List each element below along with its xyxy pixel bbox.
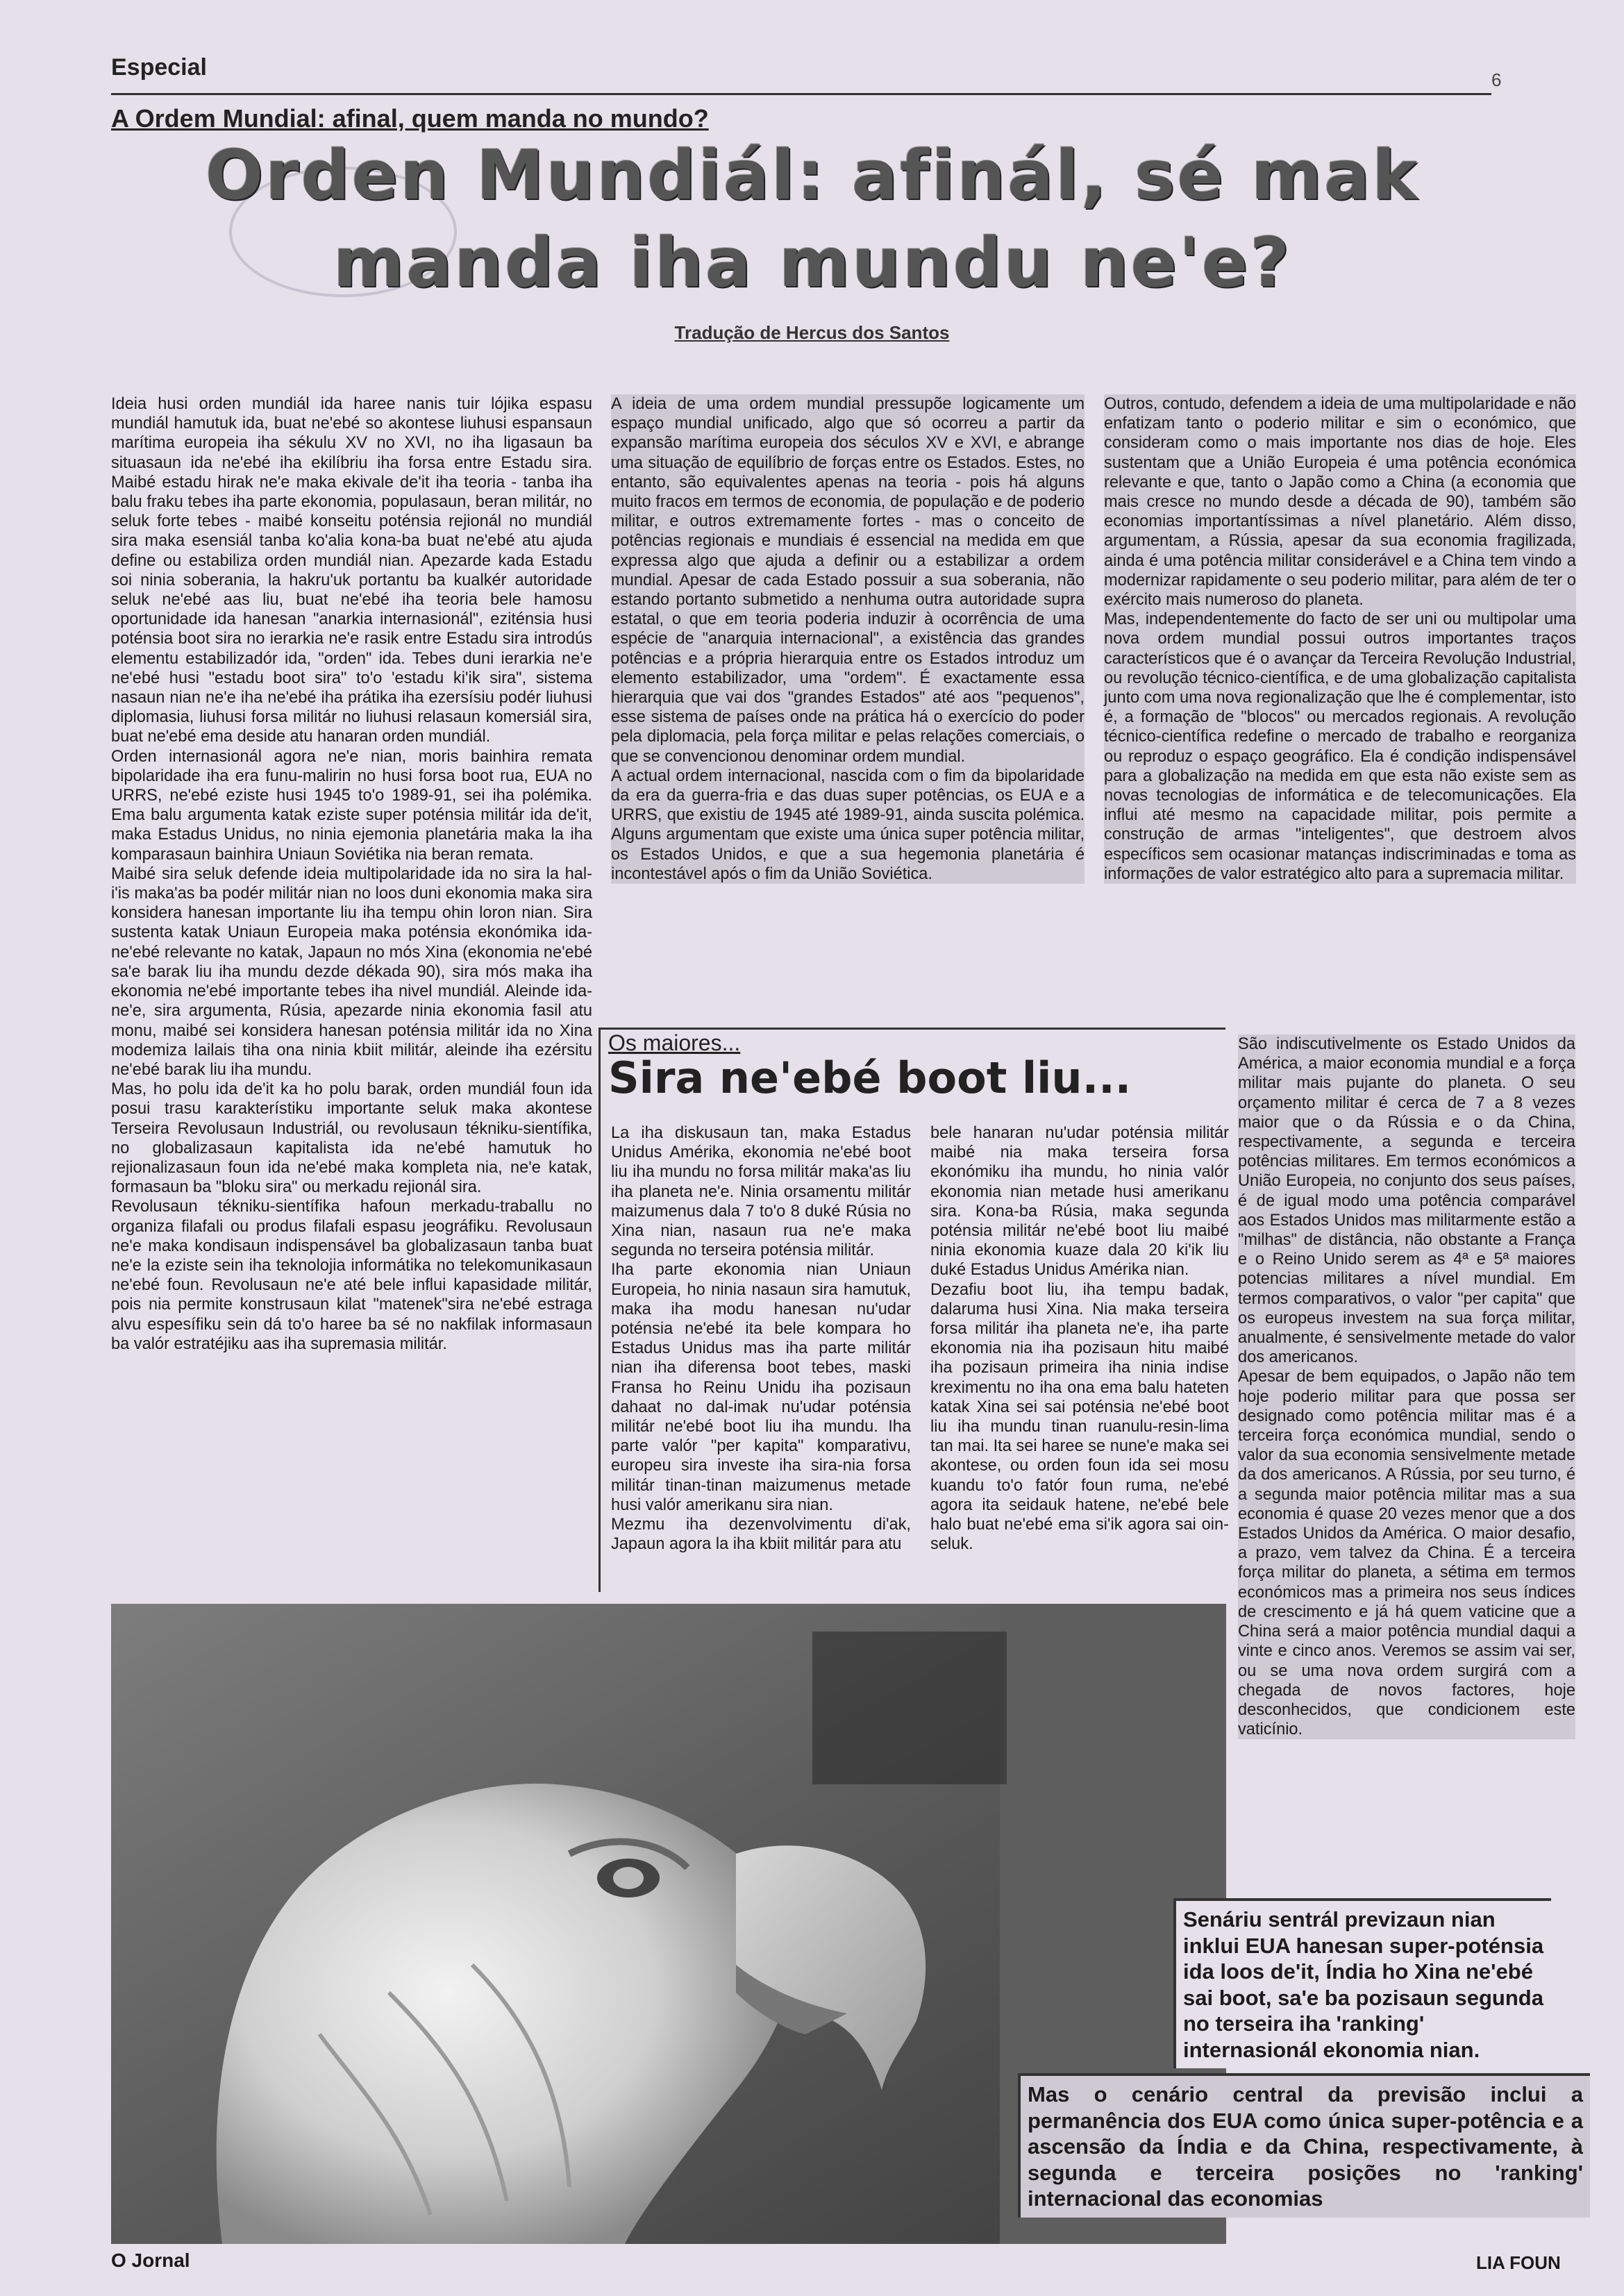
paragraph: Apesar de bem equipados, o Japão não tem hoje poderio militar para que possa ser designado como potência militar mas é a terceira força económica mundial, sendo o valor da sua economia sensivelmente metade da dos americanos. A Rússia, por seu turno, é a segunda maior potência militar mas a sua economia é quase 20 vezes menor que a dos Estados Unidos da América. O maior desafio, a prazo, vem talvez da China. É a terceira força militar do planeta, a sétima em termos económicos mas a primeira nos seus índices de crescimento e já há quem vaticine que a China será a maior potência mundial daqui a vinte e cinco anos. Veremos se assim vai ser, ou se uma nova ordem surgirá com a chegada de novos factores, hoje desconhecidos, que condicionem este vaticínio.: [1238, 1368, 1575, 1739]
footer-section: LIA FOUN: [1476, 2252, 1561, 2273]
page-number: 6: [1491, 69, 1502, 90]
headline: [139, 132, 1486, 307]
portuguese-column-2: [1104, 394, 1576, 884]
paragraph: Orden internasionál agora ne'e nian, moris bainhira remata bipolaridade iha era funu-malirin no husi forsa boot rua, EUA no URRS, ne'ebé eziste husi 1945 to'o 1989-91, sei iha polémika. Ema balu argumenta katak eziste super poténsia militár ida de'it, maka Estadus Unidus, no ninia ejemonia planetária maka la iha komparasaun bainhira Uniaun Soviétika nia beran remata.: [111, 747, 592, 864]
paragraph: La iha diskusaun tan, maka Estadus Unidus Amérika, ekonomia ne'ebé boot liu iha mundu no forsa militár maka'as liu iha planeta ne'e. Ninia orsamentu militár maizumenus dala 7 to'o 8 duké Rúsia no Xina nian, nasaun rua ne'e maka segunda no terseira poténsia militár.: [611, 1124, 911, 1260]
sidebar-kicker: Os maiores...: [608, 1030, 741, 1055]
paragraph: Ideia husi orden mundiál ida haree nanis tuir lójika espasu mundiál hamutuk ida, buat ne'ebé so akontese liuhusi espansaun marítima europeia iha sékulu XV no XVI, no iha ligasaun ba situasaun ida ne'ebé iha ekilíbriu iha forsa entre Estadu sira. Maibé estadu hirak ne'e maka ekivale de'it iha teoria - tanba iha balu fraku tebes iha parte ekonomia, populasaun, beran militár, no seluk forte tebes - maibé konseitu poténsia rejionál no mundiál sira maka esensiál tanba ko'alia kona-ba buat ne'ebé atu ajuda define ou estabiliza orden mundiál nian. Apezarde kada Estadu soi ninia soberania, la hakru'uk portantu ba kualkér autoridade seluk ne'ebé aas liu, buat ne'ebé iha teoria bele hamosu oportunidade ida hanesan "anarkia internasionál", eziténsia husi poténsia boot sira no ierarkia ne'e rasik entre Estadu sira introdús elementu estabilizadór ida, "orden" ida. Tebes duni ierarkia ne'e ne'ebé husi "estadu boot sira" to'o 'estadu ki'ik sira", sistema nasaun nian ne'e iha ne'ebé iha prátika iha ezersísiu podér liuhusi diplomasia, liuhusi forsa militár no liuhusi relasaun komersiál sira, buat ne'ebé ema deside atu hanaran orden mundiál.: [111, 395, 592, 746]
headline-line-1: Orden Mundiál: afinál, sé mak: [205, 136, 1420, 215]
article-kicker: A Ordem Mundial: afinal, quem manda no mundo?: [111, 104, 709, 133]
headline-line-2: manda iha mundu ne'e?: [333, 224, 1292, 303]
paragraph: Outros, contudo, defendem a ideia de uma multipolaridade e não enfatizam tanto o poderio militar e sim o económico, que consideram como o mais importante nos dias de hoje. Eles sustentam que a União Europeia é uma potência económica relevante e que, tanto o Japão como a China (a economia que mais cresce no mundo desde a década de 90), também são economias importantíssimas a nível planetário. Além disso, argumentam, a Rússia, apesar da sua economia fragilizada, ainda é uma potência militar considerável e a China tem vindo a modernizar rapidamente o seu poderio militar, para além de ter o exército mais numeroso do planeta.: [1104, 395, 1576, 610]
paragraph: Revolusaun tékniku-sientífika hafoun merkadu-traballu no organiza filafali ou produs filafali espasu jeográfiku. Revolusaun ne'e maka kondisaun indispensável ba globalizasaun tanba buat ne'e la eziste sein iha teknolojia informátika no telekomunikasaun ne'ebé foun. Revolusaun ne'e até bele influi kapasidade militár, pois nia permite konstrusaun kilat "matenek"sira ne'ebé estraga alvu espesífiku sein dá to'o haree ba sé no nakfilak informasaun ba valór estratéjiku aas iha supremasia militár.: [111, 1198, 592, 1353]
section-label: Especial: [111, 54, 207, 81]
paragraph: bele hanaran nu'udar poténsia militár maibé nia maka terseira forsa ekonómiku iha mundu, ho ninia valór ekonomia nian metade husi amerikanu sira. Kona-ba Rúsia, maka segunda poténsia militár ne'ebé boot liu maibé ninia ekonomia kuaze dala 20 ki'ik liu duké Estadus Unidus Amérika nian.: [930, 1124, 1229, 1280]
paragraph: São indiscutivelmente os Estado Unidos da América, a maior economia mundial e a força militar mais pujante do planeta. O seu orçamento militar é cerca de 7 a 8 vezes maior que o da Rússia e o da China, respectivamente, a segunda e terceira potências militares. Em termos económicos a União Europeia, no conjunto dos seus países, é de igual modo uma potência comparável aos Estados Unidos mas militarmente estão a "milhas" de distância, não obstante a França e o Reino Unido serem as 4ª e 5ª maiores potencias militares a nível mundial. Em termos comparativos, o valor "per capita" que os europeus investem na sua força militar, anualmente, é sensivelmente metade do valor dos americanos.: [1238, 1035, 1575, 1367]
paragraph: A actual ordem internacional, nascida com o fim da bipolaridade da era da guerra-fria e das duas super potências, os EUA e a URRS, que existiu de 1945 até 1989-91, ainda suscita polémica. Alguns argumentam que existe uma única super potência militar, os Estados Unidos, e que a sua hegemonia planetária é incontestável após o fim da União Soviética.: [611, 766, 1085, 883]
sidebar-headline: Sira ne'ebé boot liu...: [608, 1053, 1132, 1103]
paragraph: Mezmu iha dezenvolvimentu di'ak, Japaun agora la iha kbiit militár para atu: [611, 1516, 911, 1554]
byline: Tradução de Hercus dos Santos: [674, 322, 950, 343]
tetum-column-1: [111, 394, 592, 1354]
pull-quote-tetum: Senáriu sentrál previzaun nian inklui EUA hanesan super-poténsia ida loos de'it, Índia ho Xina ne'ebé sai boot, sa'e ba pozisaun segunda no terseira iha 'ranking' internasionál ekonomia nian.: [1173, 1898, 1551, 2068]
footer-publication: O Jornal: [111, 2249, 190, 2271]
paragraph: A ideia de uma ordem mundial pressupõe logicamente um espaço mundial unificado, algo que só ocorreu a partir da expansão marítima europeia dos séculos XV e XVI, e abrange uma situação de equilíbrio de forças entre os Estados. Estes, no entanto, são equivalentes apenas na teoria - pois há alguns muito fracos em termos de economia, de população e de poderio militar, e outros extremamente fortes - mas o conceito de potências regionais e mundiais é essencial na medida em que expressa algo que ajuda a definir ou a estabilizar a ordem mundial. Apesar de cada Estado possuir a sua soberania, não estando portanto submetido a nenhuma outra autoridade supra estatal, o que em teoria poderia induzir à ocorrência de uma espécie de "anarquia internacional", a existência das grandes potências e a própria hierarquia entre os Estados introduz um elemento estabilizador, uma "ordem". É exactamente essa hierarquia que vai dos "grandes Estados" até aos "pequenos", esse sistema de países onde na prática há o exercício do poder pela diplomacia, pela força militar e pelas relações comerciais, o que se convencionou denominar ordem mundial.: [611, 395, 1085, 766]
paragraph: Maibé sira seluk defende ideia multipolaridade ida no sira la hal-i'is maka'as ba podér militár nian no loos duni ekonomia maka sira konsidera hanesan importante liu iha tempu ohin loron nian. Sira sustenta katak Uniaun Europeia maka poténsia ekonómika ida-ne'ebé relevante no katak, Japaun no mós Xina (ekonomia ne'ebé sa'e barak liu iha mundu dezde dékada 90), sira mós maka iha ekonomia ne'ebé importante tebes iha nivel mundiál. Aleinde ida-ne'e, sira argumenta, Rúsia, apezarde ninia ekonomia fasil atu monu, maibé sei konsidera hanesan poténsia militár ida no Xina modemiza lailais tiha ona ninia kbiit militár, aleinde iha ezérsitu ne'ebé barak liu iha mundu.: [111, 864, 592, 1079]
paragraph: Dezafiu boot liu, iha tempu badak, dalaruma husi Xina. Nia maka terseira forsa militár iha planeta ne'e, iha parte ekonomia nia iha pozisaun hitu maibé iha pozisaun primeira iha ninia indise kreximentu no iha ona ema balu hateten katak Xina sei sai poténsia ne'ebé boot liu iha mundu tinan ruanulu-resin-lima tan mai. Ita sei haree se nune'e maka sei akontese, ou orden foun ida sei mosu kuandu to'o fatór foun ruma, ne'ebé agora ita seidauk hatene, ne'ebé bele halo buat ne'ebé ema si'ik agora sai oin-seluk.: [930, 1280, 1229, 1554]
header-rule: [111, 93, 1491, 95]
portuguese-column-1: [611, 394, 1085, 884]
paragraph: Mas, independentemente do facto de ser uni ou multipolar uma nova ordem mundial possui outros importantes traços característicos que é o avançar da Terceira Revolução Industrial, ou revolução técnico-científica, e de uma globalização capitalista junto com uma nova regionalização que lhe é complementar, isto é, a formação de "blocos" ou mercados regionais. A revolução técnico-científica redefine o mercado de trabalho e reorganiza ou reproduz o espaço geográfico. Ela é condição indispensável para a globalização na medida em que esta não existe sem as novas tecnologias de informática e de telecomunicações. Ela influi até mesmo na capacidade militar, pois permite a construção de armas "inteligentes", que destroem alvos específicos sem ocasionar matanças indiscriminadas e toma as informações de valor estratégico alto para a supremacia militar.: [1104, 610, 1576, 883]
paragraph: Iha parte ekonomia nian Uniaun Europeia, ho ninia nasaun sira hamutuk, maka iha modu hanesan nu'udar poténsia ne'ebé ita bele kompara ho Estadus Unidus mas iha parte militár nian iha diferensa boot tebes, maski Fransa ho Reinu Unidu iha pozisaun dahaat no dal-imak nu'udar poténsia militár ne'ebé boot liu iha mundu. Iha parte valór "per kapita" komparativu, europeu sira investe iha sira-nia forsa militár tinan-tinan maizumenus metade husi valór amerikanu sira nian.: [611, 1261, 911, 1514]
paragraph: Mas, ho polu ida de'it ka ho polu barak, orden mundiál foun ida posui trasu karakterístiku importante seluk maka akontese Terseira Revolusaun Industriál, ou revolusaun tékniku-sientífika, no globalizasaun kapitalista ida ne'ebé hamutuk ho rejionalizasaun foun ida ne'ebé maka kompleta nia, ne'e katak, formasaun ba "bloku sira" ou merkadu rejionál sira.: [111, 1080, 592, 1197]
sidebar-column-b: [930, 1123, 1229, 1554]
portuguese-sidebar-column: [1238, 1034, 1575, 1739]
pull-quote-portuguese: Mas o cenário central da previsão inclui a permanência dos EUA como única super-potência e a ascensão da Índia e da China, respectivamente, à segunda e terceira posições no 'ranking' internacional das economias: [1018, 2073, 1590, 2218]
sidebar-column-a: [611, 1123, 911, 1554]
